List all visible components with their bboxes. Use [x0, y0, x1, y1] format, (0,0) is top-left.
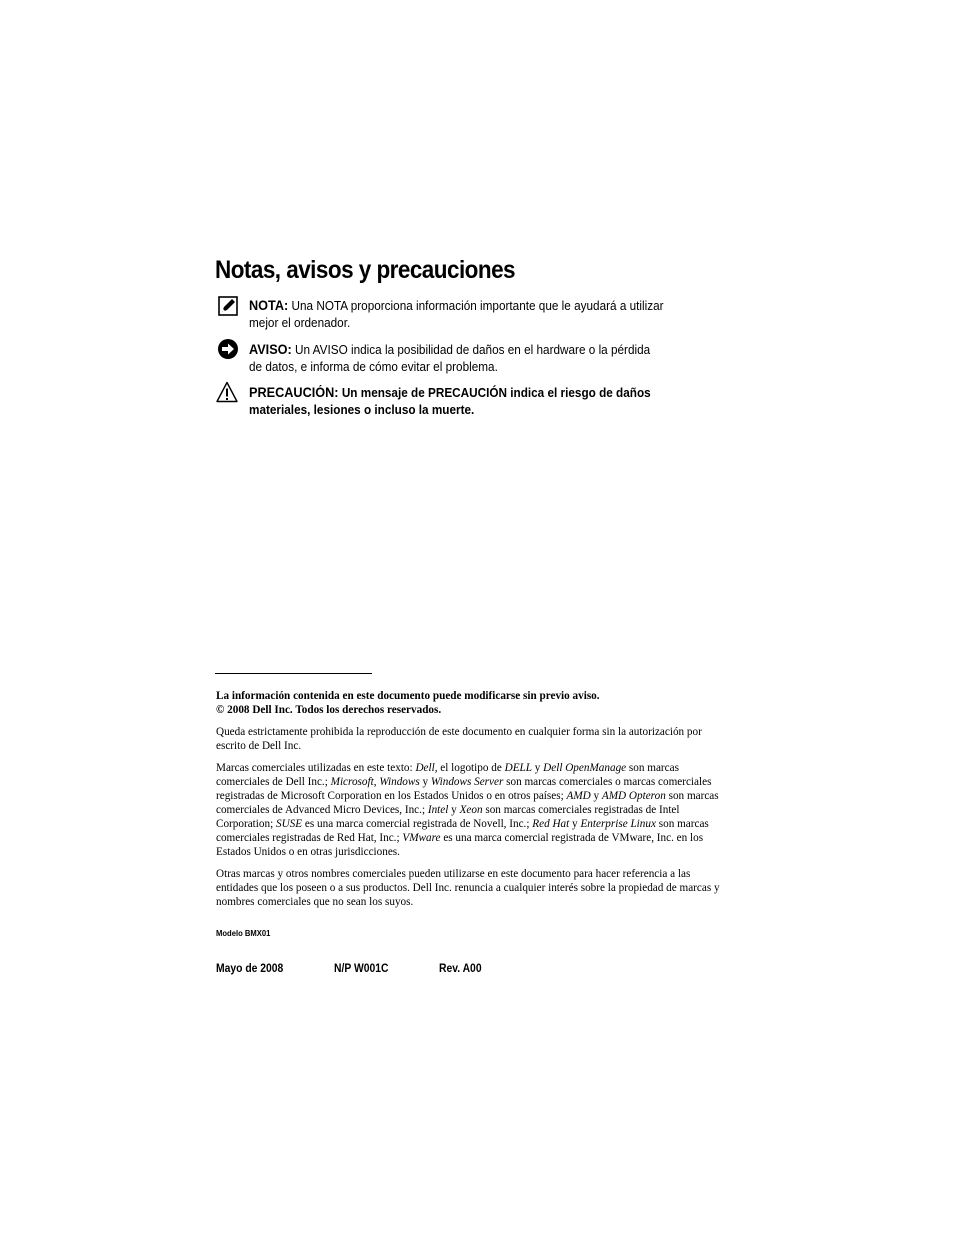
- warning-triangle-icon: [216, 381, 238, 408]
- other-marks-notice: [216, 867, 721, 909]
- caution-label: PRECAUCIÓN:: [249, 385, 339, 400]
- warning-notice: [249, 341, 700, 376]
- footer-date: Mayo de 2008: [216, 963, 284, 975]
- trademarks-text: Marcas comerciales utilizadas en este texto: Dell, el logotipo de DELL y Dell OpenManage son marcas comerciales de Dell Inc.; Microsoft, Windows y Windows Server son marcas comerciales o marcas comerciales registradas de Microsoft Corporation en los Estados Unidos o en otros países; AMD y AMD Opteron son marcas comerciales de Advanced Micro Devices, Inc.; Intel y Xeon son marcas comerciales registradas de Intel Corporation; SUSE es una marca comercial registrada de Novell, Inc.; Red Hat y Enterprise Linux son marcas comerciales registradas de Red Hat, Inc.; VMware es una marca comercial registrada de VMware, Inc. en los Estados Unidos o en otras jurisdicciones.: [216, 762, 719, 858]
- caution-text-line2: materiales, lesiones o incluso la muerte.: [249, 403, 475, 417]
- caution-notice: [249, 384, 700, 419]
- model-number: Modelo BMX01: [216, 928, 271, 938]
- other-marks-text: Otras marcas y otros nombres comerciales pueden utilizarse en este documento para hacer referencia a las entidades que los poseen o a sus productos. Dell Inc. renuncia a cualquier interés sobre la propiedad de marcas y nombres comerciales que no sean los suyos.: [216, 868, 720, 908]
- note-label: NOTA:: [249, 298, 289, 313]
- note-text-line1: Una NOTA proporciona información importante que le ayudará a utilizar: [288, 299, 664, 313]
- pencil-note-icon: [217, 295, 239, 322]
- divider: [215, 673, 372, 674]
- footer-part-number: N/P W001C: [334, 963, 389, 975]
- caution-text-line1: Un mensaje de PRECAUCIÓN indica el riesgo de daños: [338, 386, 651, 400]
- trademarks-notice: [216, 761, 721, 859]
- note-notice: [249, 297, 700, 332]
- footer-revision: Rev. A00: [439, 963, 482, 975]
- aviso-text-line1: Un AVISO indica la posibilidad de daños en el hardware o la pérdida: [291, 343, 651, 357]
- arrow-circle-icon: [217, 338, 239, 365]
- info-notice: La información contenida en este documento puede modificarse sin previo aviso.: [216, 690, 600, 702]
- reproduction-notice: [216, 725, 721, 753]
- aviso-text-line2: de datos, e informa de cómo evitar el problema.: [249, 360, 498, 374]
- note-text-line2: mejor el ordenador.: [249, 316, 351, 330]
- copyright-line: © 2008 Dell Inc. Todos los derechos reservados.: [216, 704, 442, 716]
- aviso-label: AVISO:: [249, 342, 292, 357]
- page-title: Notas, avisos y precauciones: [215, 256, 516, 284]
- reproduction-text: Queda estrictamente prohibida la reproducción de este documento en cualquier forma sin la autorización por escrito de Dell Inc.: [216, 726, 702, 752]
- copyright-block: [216, 689, 721, 717]
